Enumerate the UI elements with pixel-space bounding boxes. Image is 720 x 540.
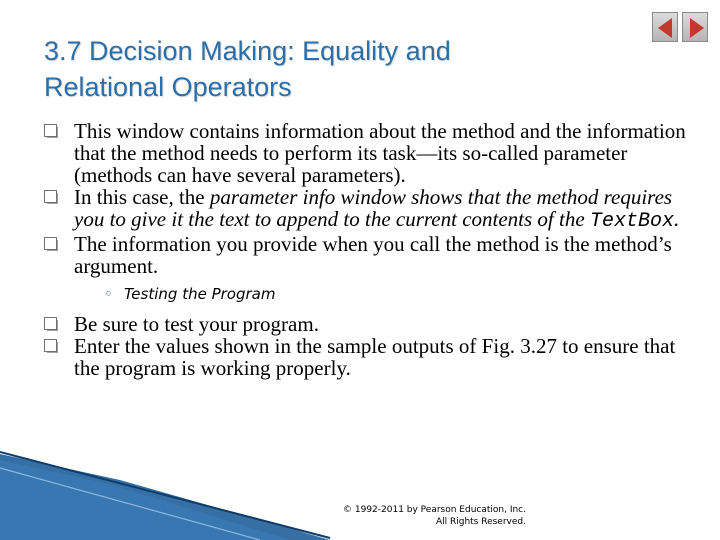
sub-heading-text: Testing the Program: [124, 285, 276, 303]
code-text: TextBox: [589, 210, 674, 233]
bullet-item: [44, 335, 694, 379]
copyright-footer: [320, 504, 526, 528]
right-triangle-icon: [683, 13, 709, 43]
bullet-text: Enter the values shown in the sample outputs of Fig. 3.27 to ensure that the program is working properly.: [74, 334, 676, 380]
checkbox-bullet-icon: [44, 339, 57, 352]
sub-heading: [44, 283, 694, 305]
title-line-1: 3.7 Decision Making: Equality and: [44, 36, 451, 66]
copyright-line: © 1992-2011 by Pearson Education, Inc.: [343, 505, 526, 515]
previous-slide-button[interactable]: [652, 12, 678, 42]
bullet-text-prefix: In this case, the: [74, 185, 210, 209]
rights-line: All Rights Reserved.: [435, 517, 526, 527]
bullet-text: Be sure to test your program.: [74, 312, 319, 336]
bullet-item: [44, 233, 694, 277]
title-line-2: Relational Operators: [44, 72, 292, 102]
slide-content: [44, 120, 694, 379]
bullet-text: The information you provide when you call the method is the method’s argument.: [74, 232, 672, 278]
slide-title: [44, 33, 604, 105]
next-slide-button[interactable]: [682, 12, 708, 42]
bullet-item: [44, 186, 694, 233]
bullet-text-suffix: .: [673, 207, 680, 231]
bullet-item: [44, 120, 694, 186]
bullet-item: [44, 313, 694, 335]
checkbox-bullet-icon: [44, 124, 57, 137]
checkbox-bullet-icon: [44, 317, 57, 330]
slide-navigation: [652, 12, 710, 44]
bullet-text: This window contains information about the method and the information that the method needs to perform its task—its so-called parameter (methods can have several parameters).: [74, 119, 686, 187]
sub-bullet-marker: ◦: [104, 285, 113, 303]
checkbox-bullet-icon: [44, 190, 57, 203]
bullet-text-italic: parameter info window shows that the method requires you to give it the text to append to the current contents of the: [74, 185, 673, 231]
checkbox-bullet-icon: [44, 237, 57, 250]
left-triangle-icon: [653, 13, 679, 43]
